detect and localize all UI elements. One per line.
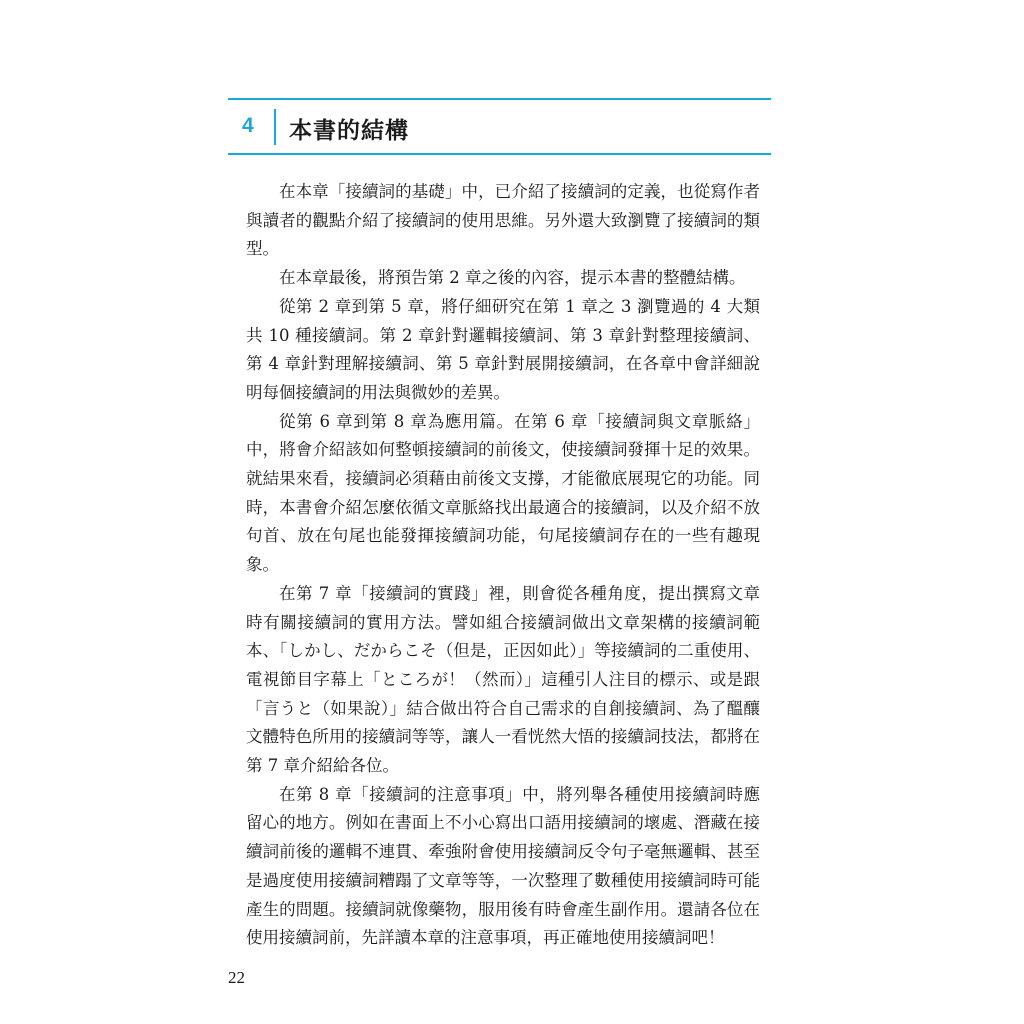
paragraph: 從第 6 章到第 8 章為應用篇。在第 6 章「接續詞與文章脈絡」中，將會介紹該如何整頓接續詞的前後文，使接續詞發揮十足的效果。就結果來看，接續詞必須藉由前後文支撐，才能徹底展現它的功能。同時，本書會介紹怎麼依循文章脈絡找出最適合的接續詞，以及介紹不放句首、放在句尾也能發揮接續詞功能，句尾接續詞存在的一些有趣現象。 (246, 411, 760, 575)
section-number: 4 (242, 114, 254, 137)
section-title: 本書的結構 (289, 118, 409, 144)
paragraph: 在第 8 章「接續詞的注意事項」中，將列舉各種使用接續詞時應留心的地方。例如在書面上不小心寫出口語用接續詞的壞處、潛藏在接續詞前後的邏輯不連貫、牽強附會使用接續詞反令句子毫無邏輯、甚至是過度使用接續詞糟蹋了文章等等，一次整理了數種使用接續詞時可能產生的問題。接續詞就像藥物，服用後有時會產生副作用。還請各位在使用接續詞前，先詳讀本章的注意事項，再正確地使用接續詞吧！ (246, 784, 760, 948)
section-divider (274, 109, 276, 145)
section-header (228, 98, 771, 155)
paragraph: 在本章最後，將預告第 2 章之後的內容，提示本書的整體結構。 (279, 268, 746, 288)
page-number: 22 (228, 968, 245, 987)
body-text (246, 178, 760, 953)
paragraph: 在第 7 章「接續詞的實踐」裡，則會從各種角度，提出撰寫文章時有關接續詞的實用方法。譬如組合接續詞做出文章架構的接續詞範本、「しかし、だからこそ（但是，正因如此）」等接續詞的二重使用、電視節目字幕上「ところが！（然而）」這種引人注目的標示、或是跟「言うと（如果說）」結合做出符合自己需求的自創接續詞、為了醞釀文體特色所用的接續詞等等，讓人一看恍然大悟的接續詞技法，都將在第 7 章介紹給各位。 (246, 583, 760, 776)
paragraph: 從第 2 章到第 5 章，將仔細研究在第 1 章之 3 瀏覽過的 4 大類共 10 種接續詞。第 2 章針對邏輯接續詞、第 3 章針對整理接續詞、第 4 章針對理解接續詞、第 5 章針對展開接續詞，在各章中會詳細說明每個接續詞的用法與微妙的差異。 (246, 296, 760, 402)
paragraph: 在本章「接續詞的基礎」中，已介紹了接續詞的定義，也從寫作者與讀者的觀點介紹了接續詞的使用思維。另外還大致瀏覽了接續詞的類型。 (246, 182, 760, 259)
